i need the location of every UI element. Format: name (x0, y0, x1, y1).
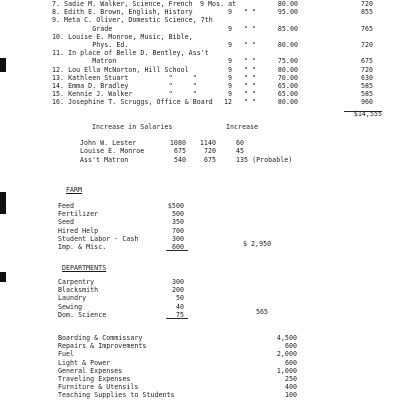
staff-row-name: 10. Louise E. Monroe, Music, Bible, (52, 32, 193, 41)
department-item-value: 40 (175, 302, 184, 311)
staff-row-name: Phys. Ed. (52, 41, 129, 49)
staff-row-months: 9 (227, 73, 232, 82)
increase-row-amount: 45 (236, 147, 245, 156)
general-item-value: 2,000 (276, 350, 297, 359)
staff-row-total: 585 (360, 90, 373, 99)
staff-row-months: 9 (227, 8, 232, 17)
staff-row-ditto: " " (244, 98, 257, 107)
staff-row-months: 9 (227, 41, 232, 49)
staff-row-ditto: " " (244, 24, 257, 33)
farm-item-value: 600 (171, 243, 184, 251)
staff-row-name: 14. Emma D. Bradley " " (52, 82, 197, 90)
staff-row-name: Matron (52, 57, 117, 66)
increase-column-heading: Increase (226, 123, 259, 131)
staff-row-name: 12. Lou Ella McNorton, Hill School (52, 65, 189, 74)
department-item-label: Sewing (58, 302, 83, 311)
general-item-label: Teaching Supplies to Students (58, 391, 175, 400)
staff-row-rate: 80.00 (277, 41, 298, 49)
staff-row-total: 765 (360, 24, 373, 33)
staff-row-ditto: " " (244, 90, 257, 99)
general-item-value: 1,000 (276, 366, 297, 375)
farm-item-value: 350 (171, 218, 184, 227)
staff-row-rate: 80.00 (277, 65, 298, 74)
department-item-label: Carpentry (58, 278, 95, 286)
general-item-value: 400 (284, 383, 297, 392)
staff-row-ditto: " " (244, 82, 257, 90)
staff-row-total: 720 (360, 0, 373, 8)
farm-item-label: Feed (58, 202, 75, 210)
increase-row-new: 720 (203, 147, 216, 156)
general-item-label: Traveling Expenses (58, 375, 131, 383)
general-item-value: 600 (284, 342, 297, 351)
farm-item-label: Fertilizer (58, 210, 99, 219)
staff-row-months: 12 (223, 98, 232, 107)
staff-row-rate: 75.00 (277, 57, 298, 66)
farm-item-value: $500 (167, 202, 184, 210)
staff-row-rate: 85.00 (277, 24, 298, 33)
increase-heading: Increase in Salaries (92, 123, 173, 131)
department-item-value: 300 (171, 278, 184, 286)
increase-row-previous: 675 (173, 147, 186, 156)
increase-row-new: 675 (203, 155, 216, 164)
staff-grand-total: $14,555 (353, 110, 382, 118)
staff-row-months: 9 (227, 82, 232, 90)
staff-row-total: 720 (360, 41, 373, 49)
staff-row-ditto: " " (244, 57, 257, 66)
staff-row-total: 855 (360, 8, 373, 17)
staff-row-name: 11. In place of Belle D. Bentley, Ass't (52, 49, 209, 58)
general-item-label: Light & Power (58, 358, 111, 367)
department-item-label: Blacksmith (58, 286, 99, 295)
general-item-label: Furniture & Utensils (58, 383, 139, 392)
general-item-value: 100 (284, 391, 297, 400)
general-item-label: Boarding & Commissary (58, 334, 143, 342)
staff-row-ditto: " " (244, 8, 257, 17)
department-item-value: 75 (175, 310, 184, 319)
staff-row-rate: 70.00 (277, 73, 298, 82)
farm-item-value: 700 (171, 226, 184, 235)
department-item-label: Laundry (58, 294, 87, 303)
general-item-value: 4,500 (276, 334, 297, 342)
staff-row-months: 9 (227, 24, 232, 33)
staff-row-total: 585 (360, 82, 373, 90)
staff-row-rate: 95.00 (277, 8, 298, 17)
general-item-label: Fuel (58, 350, 75, 359)
department-item-label: Dom. Science (58, 310, 107, 319)
general-item-label: Repairs & Improvements (58, 342, 147, 351)
farm-item-label: Imp. & Misc. (58, 243, 107, 251)
general-item-label: General Expenses (58, 366, 123, 375)
general-item-value: 600 (284, 358, 297, 367)
increase-row-amount: 135 (Probable) (236, 155, 293, 164)
staff-row-ditto: " " (244, 41, 257, 49)
farm-item-label: Hired Help (58, 226, 99, 235)
staff-row-rate: 80.00 (277, 0, 298, 8)
increase-row-previous: 540 (173, 155, 186, 164)
staff-row-rate: 65.00 (277, 82, 298, 90)
staff-row-name: 9. Meta C. Oliver, Domestic Science, 7th (52, 16, 213, 25)
department-item-value: 200 (171, 286, 184, 295)
increase-row-name: Louise E. Monroe (80, 147, 145, 156)
staff-row-name: 16. Josephine T. Scruggs, Office & Board (52, 98, 213, 107)
departments-heading: DEPARTMENTS (62, 264, 107, 272)
staff-row-total: 675 (360, 57, 373, 66)
staff-row-name: 8. Edith E. Brown, English, History (52, 8, 193, 17)
increase-row-previous: 1080 (169, 139, 186, 147)
farm-item-label: Student Labor - Cash (58, 234, 139, 243)
scan-edge-mark (0, 272, 6, 282)
staff-row-name: 7. Sadie M. Walker, Science, French (52, 0, 193, 8)
increase-row-name: John W. Lester (80, 139, 137, 147)
scan-edge-mark (0, 58, 6, 72)
staff-row-rate: 80.00 (277, 98, 298, 107)
departments-total: 565 (256, 308, 269, 316)
staff-row-name: Grade (52, 24, 113, 33)
staff-row-months: 9 (227, 90, 232, 99)
scan-edge-mark (0, 192, 6, 214)
increase-row-amount: 60 (236, 139, 245, 147)
farm-item-value: 500 (171, 210, 184, 219)
staff-row-months: 9 (227, 65, 232, 74)
increase-row-new: 1140 (199, 139, 216, 147)
farm-item-label: Seed (58, 218, 75, 227)
farm-subtotal-rule (166, 250, 188, 251)
farm-heading: FARM (66, 186, 83, 194)
staff-row-total: 960 (360, 98, 373, 107)
staff-row-ditto: " " (244, 73, 257, 82)
staff-row-total: 630 (360, 73, 373, 82)
farm-item-value: 300 (171, 234, 184, 243)
staff-row-months: 9 (227, 57, 232, 66)
staff-row-rate: 65.00 (277, 90, 298, 99)
departments-subtotal-rule (166, 318, 188, 319)
department-item-value: 50 (175, 294, 184, 303)
farm-total: $ 2,950 (243, 240, 272, 248)
staff-row-total: 720 (360, 65, 373, 74)
staff-row-name: 13. Kathleen Stuart " " (52, 73, 197, 82)
staff-row-ditto: " " (244, 65, 257, 74)
staff-row-name: 15. Kennie J. Walker " " (52, 90, 197, 99)
general-item-value: 250 (284, 375, 297, 383)
staff-row-months: 9 Mos. at (200, 0, 237, 8)
increase-row-name: Ass't Matron (80, 155, 129, 164)
